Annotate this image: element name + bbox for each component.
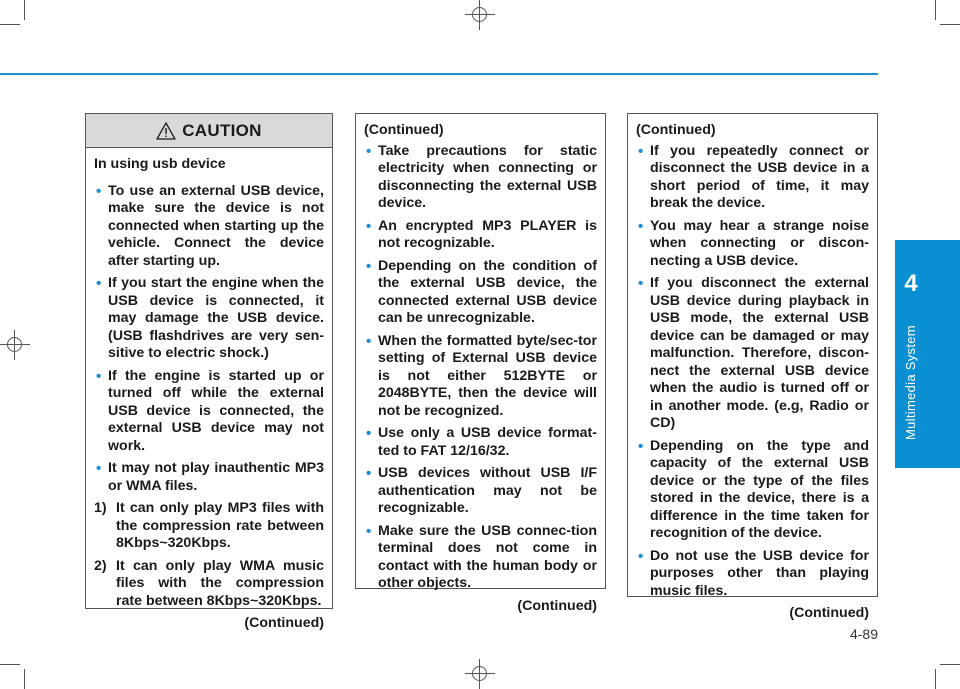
list-item: • Depending on the type and capacity of the external USB device or the type of the files stored in the device, there is a difference in the time taken for recognition of the device.: [636, 438, 869, 543]
bullet-list: [364, 143, 597, 593]
list-item: • If the engine is started up or turned off while the external USB device is connected, the external USB device may not work.: [94, 368, 324, 456]
list-item: • USB devices without USB I/F authentication may not be recognizable.: [364, 465, 597, 518]
item-number: 1): [94, 500, 107, 516]
list-item: • Make sure the USB connec-tion terminal does not come in contact with the human body or other objects.: [364, 523, 597, 593]
item-text: It can only play MP3 files with the compression rate between 8Kbps~320Kbps.: [116, 500, 324, 551]
header-rule: [0, 73, 878, 75]
caution-box: [85, 113, 333, 631]
list-item: • Depending on the condition of the external USB device, the connected external USB device can be unrecognizable.: [364, 258, 597, 328]
page-number: 4-89: [849, 626, 878, 642]
bullet-list: [94, 183, 324, 496]
list-item: • To use an external USB device, make sure the device is not connected when starting up the vehicle. Connect the device after starting up.: [94, 183, 324, 271]
bullet-list: [636, 143, 869, 601]
crop-mark: [940, 664, 960, 665]
box-content: [628, 114, 877, 623]
list-item: • An encrypted MP3 PLAYER is not recognizable.: [364, 218, 597, 253]
list-item: • Do not use the USB device for purposes other than playing music files.: [636, 548, 869, 601]
section-lead: In using usb device: [94, 156, 226, 172]
crop-mark: [940, 24, 960, 25]
continued-label: (Continued): [244, 615, 324, 631]
caution-title: CAUTION: [182, 120, 262, 140]
item-text: It can only play WMA music files with the compression rate between 8Kbps~320Kbps.: [116, 557, 324, 609]
crop-mark: [0, 24, 20, 25]
list-item: • It may not play inauthentic MP3 or WMA files.: [94, 460, 324, 495]
box-content: [356, 114, 605, 615]
crop-mark: [935, 0, 936, 20]
registration-mark-bottom: [465, 659, 495, 689]
caution-content: [86, 148, 332, 633]
list-item: • If you disconnect the external USB device during playback in USB mode, the external USB device can be damaged or may malfunction. Therefore, discon-nect the external USB device when the audio is turned off or in another mode. (e.g, Radio or CD): [636, 275, 869, 433]
list-item: • Use only a USB device format-ted to FAT 12/16/32.: [364, 425, 597, 460]
continued-box-3: [627, 113, 878, 621]
continued-label: (Continued): [789, 605, 869, 621]
list-item: • If you repeatedly connect or disconnect the USB device in a short period of time, it may break the device.: [636, 143, 869, 213]
registration-mark-left: [0, 330, 30, 360]
item-number: 2): [94, 557, 107, 574]
crop-mark: [0, 664, 20, 665]
list-item: • If you start the engine when the USB device is connected, it may damage the USB device. (USB flashdrives are very sen-sitive to electric shock.): [94, 275, 324, 363]
chapter-title: Multimedia System: [903, 325, 918, 440]
list-item: • You may hear a strange noise when connecting or discon-necting a USB device.: [636, 218, 869, 271]
list-item: • When the formatted byte/sec-tor setting of External USB device is not either 512BYTE or 2048BYTE, then the device will not be recognized.: [364, 333, 597, 421]
registration-mark-top: [465, 0, 495, 30]
list-item: • Take precautions for static electricity when connecting or disconnecting the external USB device.: [364, 143, 597, 213]
crop-mark: [24, 669, 25, 689]
numbered-item: [94, 500, 324, 553]
caution-header: [86, 114, 332, 148]
continued-box-2: [355, 113, 606, 614]
crop-mark: [935, 669, 936, 689]
numbered-item: [94, 558, 324, 611]
continued-label: (Continued): [636, 122, 716, 138]
chapter-number: 4: [904, 270, 918, 297]
crop-mark: [24, 0, 25, 20]
warning-triangle-icon: [156, 122, 176, 140]
continued-label: (Continued): [364, 122, 444, 138]
continued-label: (Continued): [517, 597, 597, 614]
